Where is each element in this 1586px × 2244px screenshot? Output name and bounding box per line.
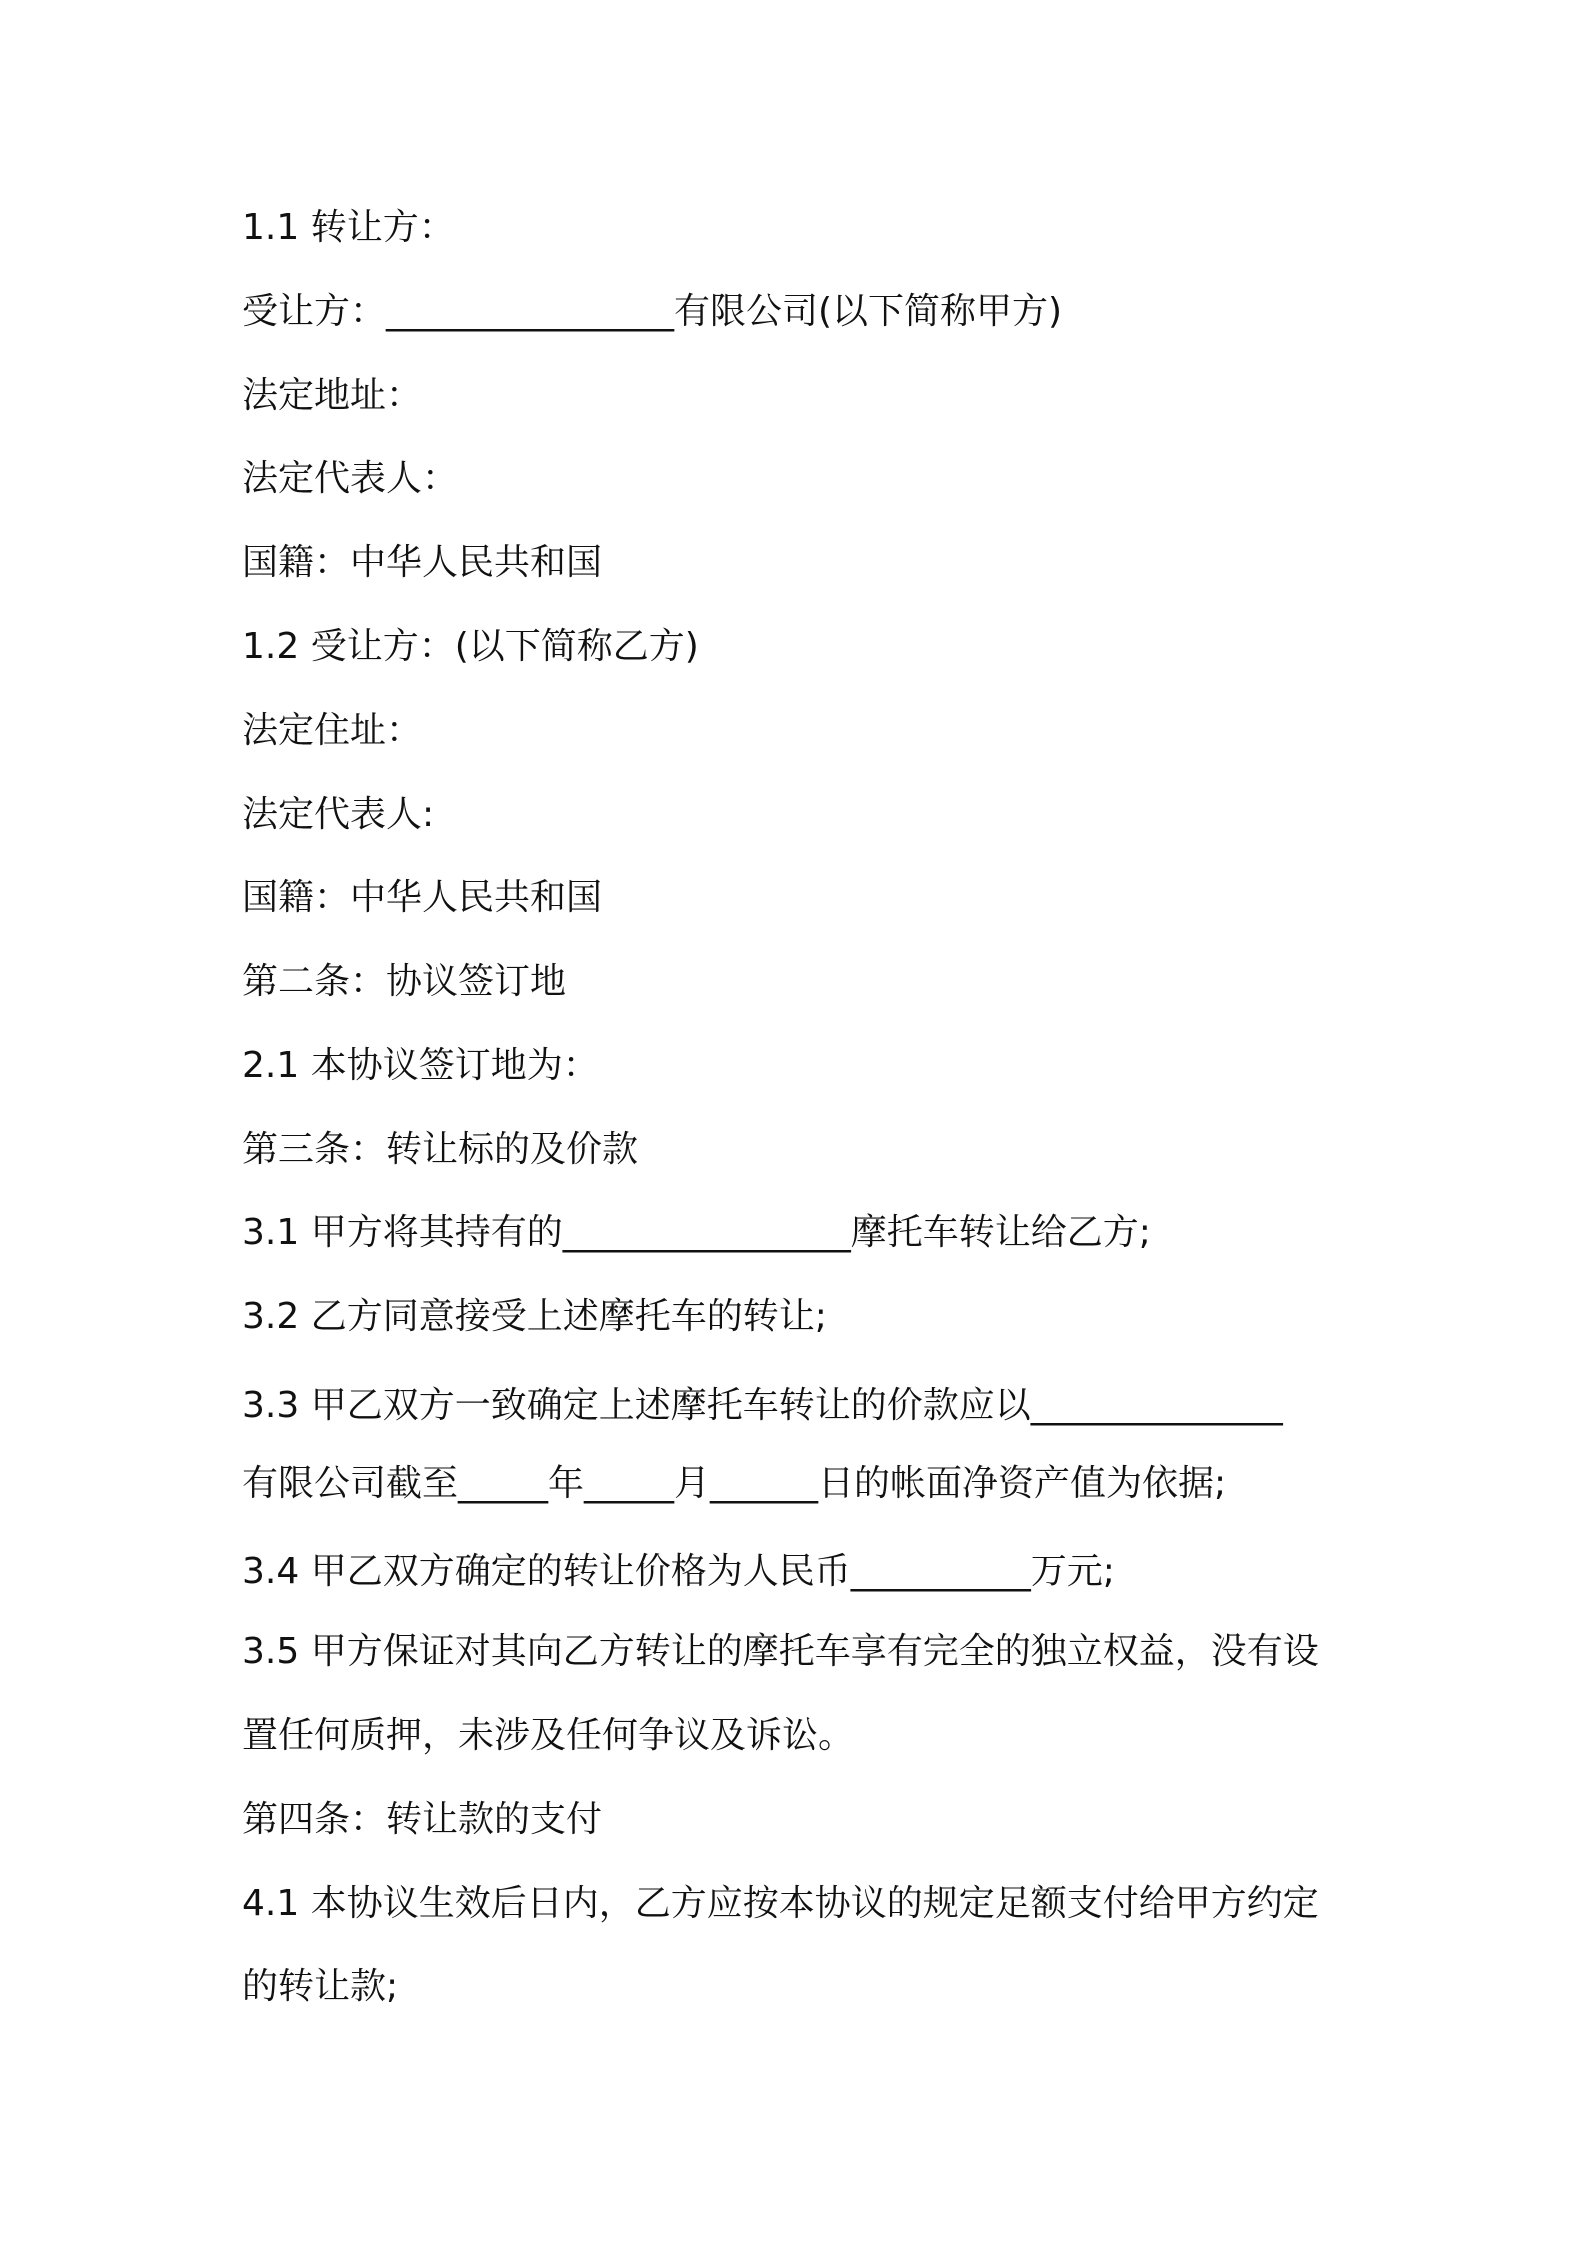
legal-residence-line: 法定住址： bbox=[242, 710, 423, 751]
nationality-line: 国籍：中华人民共和国 bbox=[242, 877, 603, 918]
clause-3-4: 3.4 甲乙双方确定的转让价格为人民币__________万元; bbox=[242, 1551, 1115, 1592]
clause-4-1: 4.1 本协议生效后日内，乙方应按本协议的规定足额支付给甲方约定 bbox=[242, 1883, 1319, 1924]
legal-representative-line: 法定代表人： bbox=[242, 458, 459, 499]
clause-3-3: 3.3 甲乙双方一致确定上述摩托车转让的价款应以______________ bbox=[242, 1385, 1283, 1426]
clause-3-5-continued: 置任何质押，未涉及任何争议及诉讼。 bbox=[242, 1715, 855, 1756]
transferee-company-line: 受让方：________________有限公司(以下简称甲方) bbox=[242, 291, 1063, 332]
nationality-line: 国籍：中华人民共和国 bbox=[242, 542, 603, 583]
clause-1-2-heading: 1.2 受让方：(以下简称乙方) bbox=[242, 626, 699, 667]
clause-4-1-continued: 的转让款; bbox=[242, 1966, 399, 2007]
article-2-heading: 第二条：协议签订地 bbox=[242, 961, 567, 1002]
clause-3-1: 3.1 甲方将其持有的________________摩托车转让给乙方; bbox=[242, 1212, 1151, 1253]
clause-3-3-continued: 有限公司截至_____年_____月______日的帐面净资产值为依据; bbox=[242, 1463, 1227, 1504]
article-3-heading: 第三条：转让标的及价款 bbox=[242, 1129, 639, 1170]
legal-address-line: 法定地址： bbox=[242, 375, 423, 416]
clause-1-1-heading: 1.1 转让方： bbox=[242, 207, 455, 248]
clause-3-5: 3.5 甲方保证对其向乙方转让的摩托车享有完全的独立权益，没有设 bbox=[242, 1631, 1319, 1672]
clause-2-1: 2.1 本协议签订地为： bbox=[242, 1045, 599, 1086]
legal-representative-line: 法定代表人: bbox=[242, 794, 435, 835]
clause-3-2: 3.2 乙方同意接受上述摩托车的转让; bbox=[242, 1296, 827, 1337]
article-4-heading: 第四条：转让款的支付 bbox=[242, 1799, 603, 1840]
